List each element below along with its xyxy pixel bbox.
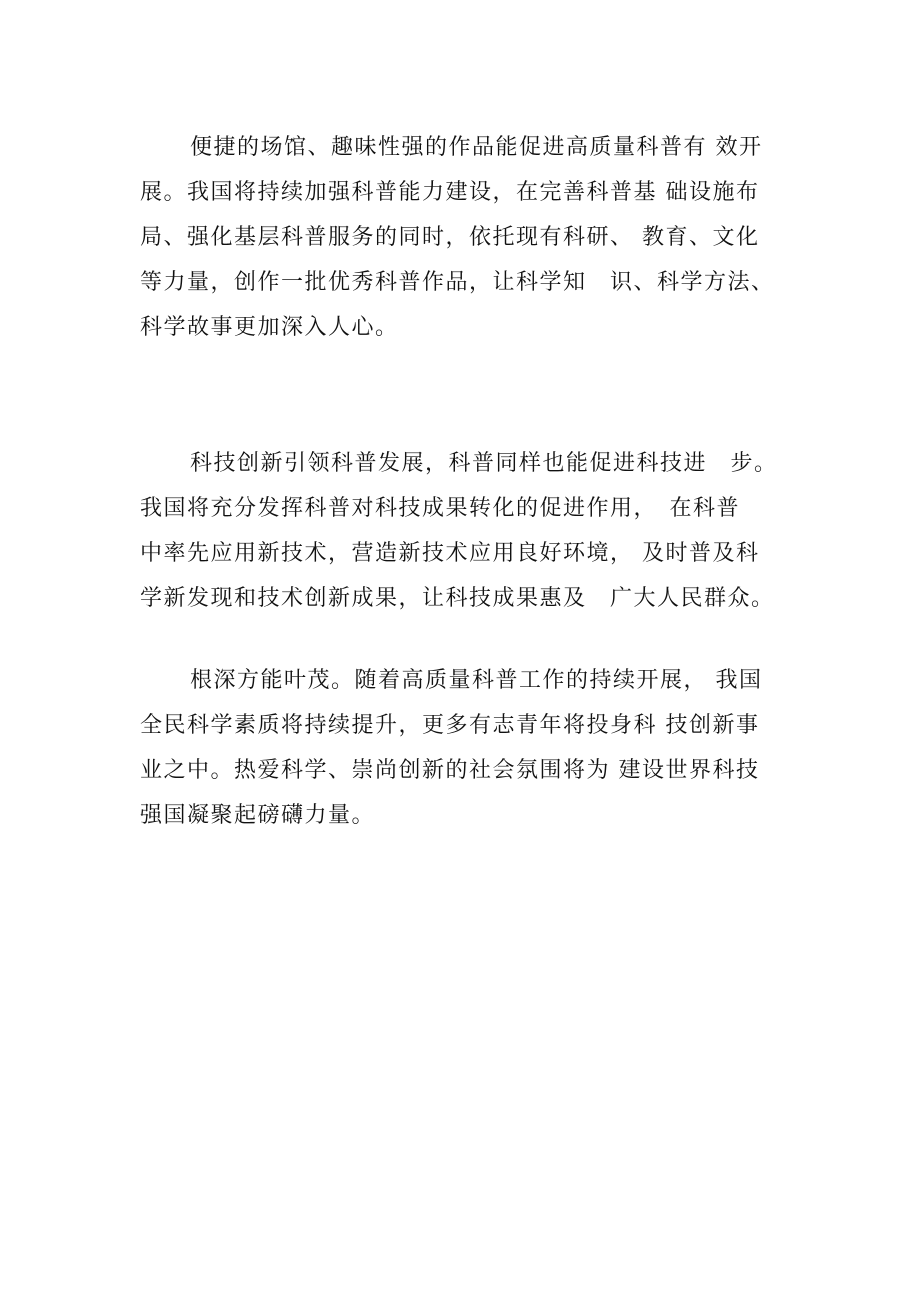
paragraph-line: 业之中。热爱科学、崇尚创新的社会氛围将为 建设世界科技 xyxy=(140,758,760,783)
paragraph-line: 局、强化基层科普服务的同时，依托现有科研、 教育、文化 xyxy=(140,225,760,250)
paragraph-line: 展。我国将持续加强科普能力建设，在完善科普基 础设施布 xyxy=(140,180,760,205)
paragraph-2 xyxy=(140,441,810,621)
paragraph-line: 便捷的场馆、趣味性强的作品能促进高质量科普有 效开 xyxy=(190,135,763,160)
paragraph-line: 科技创新引领科普发展，科普同样也能促进科技进 步。 xyxy=(190,451,778,476)
paragraph-line: 根深方能叶茂。随着高质量科普工作的持续开展， 我国 xyxy=(190,668,763,693)
paragraph-line: 等力量，创作一批优秀科普作品，让科学知 识、科学方法、 xyxy=(140,270,775,295)
paragraph-1 xyxy=(140,125,810,350)
paragraph-line: 学新发现和技术创新成果，让科技成果惠及 广大人民群众。 xyxy=(140,586,775,611)
paragraph-line: 强国凝聚起磅礴力量。 xyxy=(140,803,376,828)
paragraph-line: 全民科学素质将持续提升，更多有志青年将投身科 技创新事 xyxy=(140,713,760,738)
paragraph-3 xyxy=(140,658,810,838)
paragraph-line: 科学故事更加深入人心。 xyxy=(140,315,399,340)
paragraph-line: 中率先应用新技术，营造新技术应用良好环境， 及时普及科 xyxy=(140,541,760,566)
paragraph-line: 我国将充分发挥科普对科技成果转化的促进作用， 在科普 xyxy=(140,496,741,521)
